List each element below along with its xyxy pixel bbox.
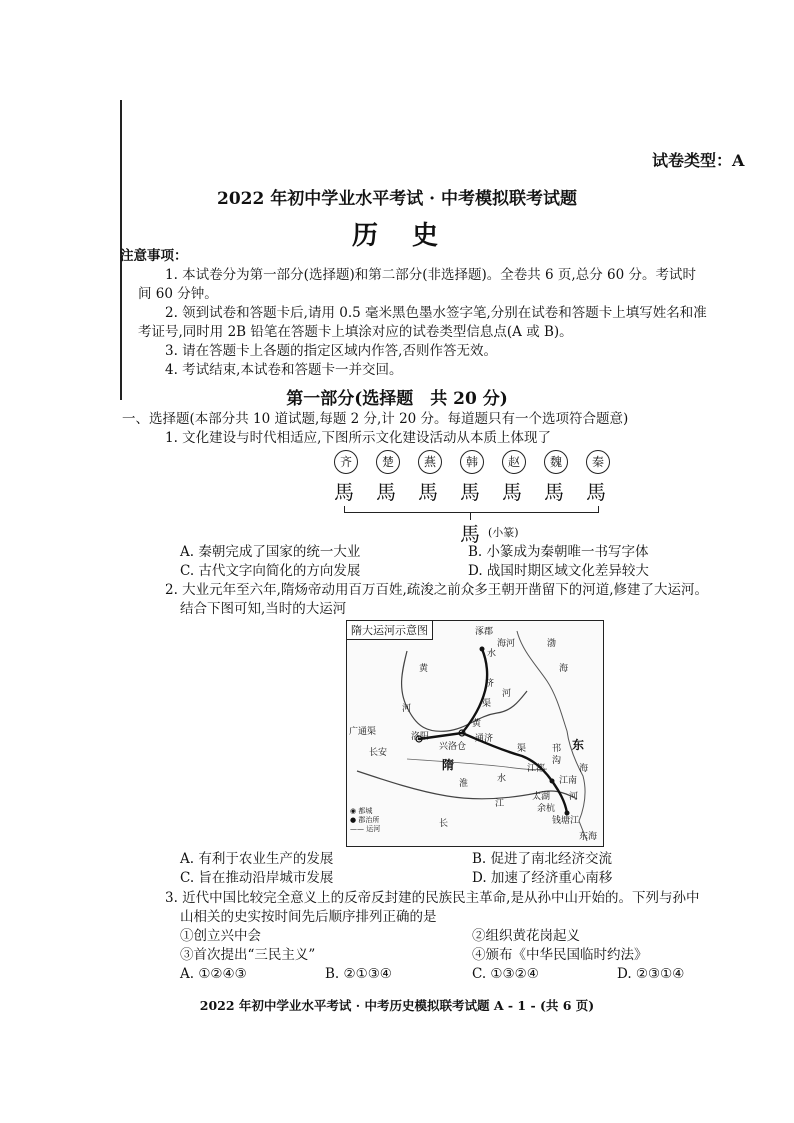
part1-title: 第一部分(选择题 共 20 分) bbox=[286, 389, 508, 409]
legend-canal: —— 运河 bbox=[350, 825, 381, 833]
state-circle-han: 韩 bbox=[460, 450, 484, 474]
label-huang: 黄 bbox=[419, 664, 429, 674]
state-circle-qin: 秦 bbox=[586, 450, 610, 474]
q3-option-b: B. ②①③④ bbox=[325, 966, 392, 982]
legend-capital: ◉ 都城 bbox=[350, 807, 373, 815]
label-bo: 渤 bbox=[547, 639, 557, 649]
map-legend bbox=[350, 807, 380, 834]
label-qiantangjiang: 钱塘江 bbox=[552, 816, 580, 826]
q3-item-1: ①创立兴中会 bbox=[180, 928, 261, 944]
seal-char-qin: 馬 bbox=[586, 480, 606, 504]
q2-option-d: D. 加速了经济重心南移 bbox=[472, 870, 613, 886]
q2-option-a: A. 有利于农业生产的发展 bbox=[180, 851, 334, 867]
label-xingluocang: 兴洛仓 bbox=[439, 742, 467, 752]
section-intro: 一、选择题(本部分共 10 道试题,每题 2 分,计 20 分。每道题只有一个选项符合题意) bbox=[122, 411, 629, 427]
seal-char-yan: 馬 bbox=[418, 480, 438, 504]
label-chang: 长 bbox=[439, 819, 449, 829]
state-circle-yan: 燕 bbox=[418, 450, 442, 474]
q3-stem-a: 3. 近代中国比较完全意义上的反帝反封建的民族民主革命,是从孙中山开始的。下列与孙中 bbox=[165, 890, 700, 906]
q1-option-a: A. 秦朝完成了国家的统一大业 bbox=[180, 544, 361, 560]
seal-char-qi: 馬 bbox=[334, 480, 354, 504]
grand-canal-map bbox=[346, 620, 604, 847]
q1-option-c: C. 古代文字向简化的方向发展 bbox=[180, 563, 361, 579]
label-hai-2: 海 bbox=[579, 764, 589, 774]
q3-item-2: ②组织黄花岗起义 bbox=[472, 928, 580, 944]
label-hai-1: 海 bbox=[559, 664, 569, 674]
seal-char-chu: 馬 bbox=[376, 480, 396, 504]
notice-item-2a: 2. 领到试卷和答题卡后,请用 0.5 毫米黑色墨水签字笔,分别在试卷和答题卡上填写姓名和准 bbox=[165, 305, 707, 321]
q3-item-3: ③首次提出“三民主义” bbox=[180, 947, 316, 963]
notice-item-2b: 考证号,同时用 2B 铅笔在答题卡上填涂对应的试卷类型信息点(A 或 B)。 bbox=[138, 324, 573, 340]
q3-option-c: C. ①③②④ bbox=[472, 966, 539, 982]
state-circle-qi: 齐 bbox=[334, 450, 358, 474]
paper-type: 试卷类型：A bbox=[652, 151, 745, 170]
label-jiang: 江 bbox=[495, 799, 505, 809]
q2-stem-b: 结合下图可知,当时的大运河 bbox=[180, 601, 347, 617]
q3-item-4: ④颁布《中华民国临时约法》 bbox=[472, 947, 648, 963]
notice-item-4: 4. 考试结束,本试卷和答题卡一并交回。 bbox=[165, 362, 403, 378]
q3-stem-b: 山相关的史实按时间先后顺序排列正确的是 bbox=[180, 909, 437, 925]
label-shui: 水 bbox=[487, 649, 497, 659]
label-qu-1: 渠 bbox=[482, 699, 492, 709]
seal-char-wei: 馬 bbox=[544, 480, 564, 504]
label-ji: 济 bbox=[485, 679, 495, 689]
exam-title: 2022 年初中学业水平考试 · 中考模拟联考试题 bbox=[217, 189, 577, 209]
label-han: 邗 bbox=[552, 744, 562, 754]
q3-option-a: A. ①②④③ bbox=[180, 966, 247, 982]
q1-option-b: B. 小篆成为秦朝唯一书写字体 bbox=[468, 544, 649, 560]
seal-char-zhao: 馬 bbox=[502, 480, 522, 504]
q2-option-b: B. 促进了南北经济交流 bbox=[472, 851, 613, 867]
label-dong: 东 bbox=[572, 738, 585, 752]
label-qu-2: 渠 bbox=[517, 744, 527, 754]
label-haihe: 海河 bbox=[497, 639, 516, 649]
label-tongji: 通济 bbox=[475, 734, 494, 744]
label-jiangnan: 江南 bbox=[559, 776, 578, 786]
result-seal-char: 馬 bbox=[460, 522, 480, 546]
label-sui: 隋 bbox=[442, 758, 455, 772]
notice-item-1b: 间 60 分钟。 bbox=[138, 286, 218, 302]
label-shui-2: 水 bbox=[497, 774, 507, 784]
state-circle-chu: 楚 bbox=[376, 450, 400, 474]
seal-char-han: 馬 bbox=[460, 480, 480, 504]
q2-option-c: C. 旨在推动沿岸城市发展 bbox=[180, 870, 334, 886]
state-circle-zhao: 赵 bbox=[502, 450, 526, 474]
subject-title: 历 史 bbox=[351, 221, 442, 251]
label-he-3: 河 bbox=[569, 792, 579, 802]
notice-item-1a: 1. 本试卷分为第一部分(选择题)和第二部分(非选择题)。全卷共 6 页,总分 60 分。考试时 bbox=[165, 267, 696, 283]
q1-option-d: D. 战国时期区域文化差异较大 bbox=[468, 563, 649, 579]
label-huang-2: 黄 bbox=[472, 719, 482, 729]
notice-heading: 注意事项： bbox=[120, 248, 188, 264]
label-zhuojun: 涿郡 bbox=[475, 627, 494, 637]
label-donghai-corner: 东海 bbox=[579, 832, 598, 842]
label-huai: 淮 bbox=[459, 779, 469, 789]
label-yuhang: 余杭 bbox=[537, 804, 556, 814]
label-gou: 沟 bbox=[552, 756, 562, 766]
state-circle-wei: 魏 bbox=[544, 450, 568, 474]
label-guangtongqu: 广通渠 bbox=[349, 727, 377, 737]
bracket-bottom bbox=[344, 506, 599, 513]
page-footer: 2022 年初中学业水平考试 · 中考历史模拟联考试题 A - 1 - (共 6 页) bbox=[199, 998, 595, 1013]
q2-stem-a: 2. 大业元年至六年,隋炀帝动用百万百姓,疏浚之前众多王朝开凿留下的河道,修建了大运河。 bbox=[165, 582, 709, 598]
label-changan: 长安 bbox=[369, 748, 388, 758]
label-luoyang: 洛阳 bbox=[411, 732, 430, 742]
label-he-1: 河 bbox=[502, 689, 512, 699]
map-title: 隋大运河示意图 bbox=[347, 621, 433, 640]
label-he-2: 河 bbox=[402, 704, 412, 714]
label-jiangdu: 江都 bbox=[527, 764, 546, 774]
notice-item-3: 3. 请在答题卡上各题的指定区域内作答,否则作答无效。 bbox=[165, 343, 497, 359]
q1-stem: 1. 文化建设与时代相适应,下图所示文化建设活动从本质上体现了 bbox=[165, 430, 551, 446]
result-label: (小篆) bbox=[488, 526, 519, 539]
legend-county: ● 郡治所 bbox=[350, 816, 380, 824]
label-taihu: 太湖 bbox=[532, 792, 551, 802]
q3-option-d: D. ②③①④ bbox=[617, 966, 685, 982]
